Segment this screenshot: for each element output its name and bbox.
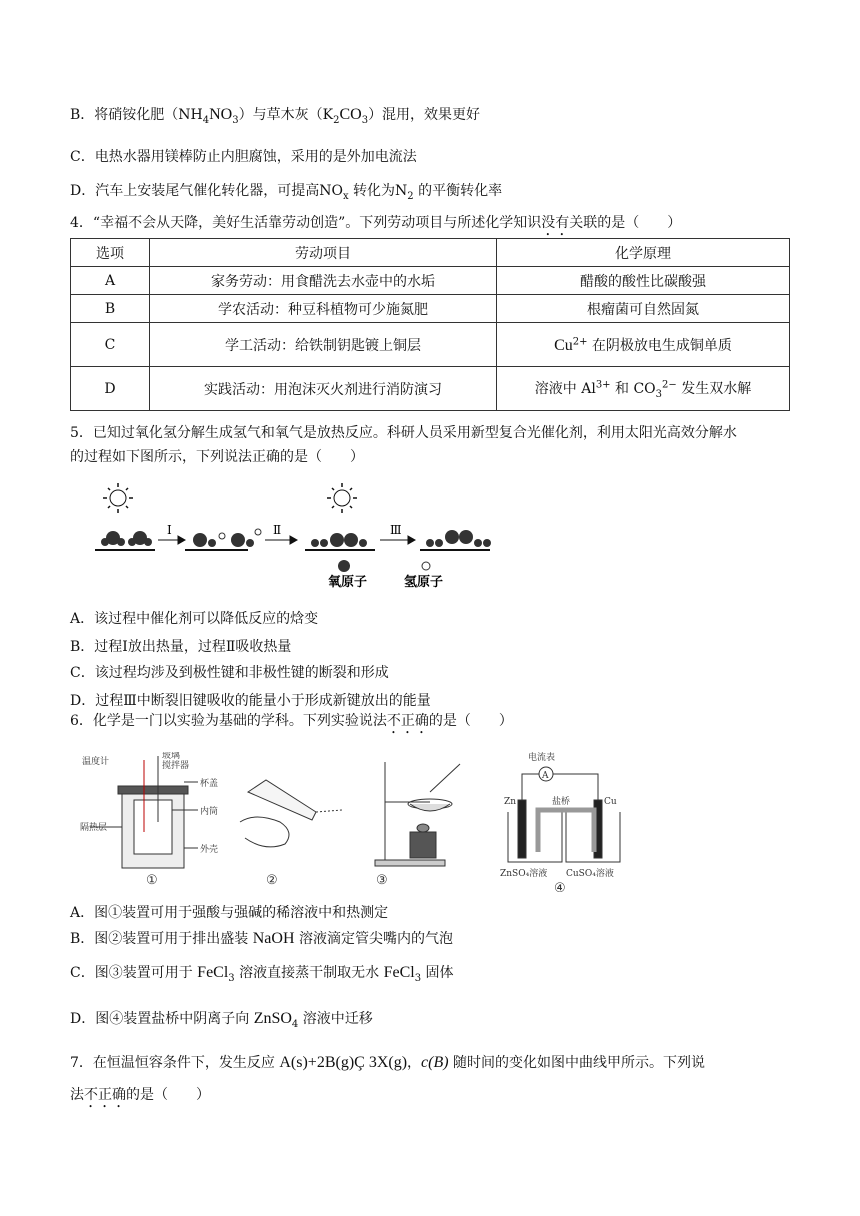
table-cell: 醋酸的酸性比碳酸强 [497,267,790,295]
table-cell: $Cu^{2+}$ 在阴极放电生成铜单质 [497,323,790,367]
svg-text:①: ① [146,873,158,888]
question-4-stem: 4．“幸福不会从天降，美好生活靠劳动创造”。下列劳动项目与所述化学知识没有关联的是（ ） [70,215,682,231]
evaporation-figure [375,762,460,888]
step-label: Ⅲ [390,523,402,537]
question-5-stem-1: 5．已知过氧化氢分解生成氢气和氧气是放热反应。科研人员采用新型复合光催化剂，利用太阳光高效分解水 [70,425,737,441]
photocatalysis-diagram [90,480,510,590]
svg-text:隔热层: 隔热层 [80,823,108,833]
table-row [71,295,790,323]
table-cell: 实践活动：用泡沫灭火剂进行消防演习 [150,367,497,411]
question-5-stem-2: 的过程如下图所示，下列说法正确的是（ ） [70,449,364,465]
table-cell: 学农活动：种豆科植物可少施氮肥 [150,295,497,323]
svg-text:盐桥: 盐桥 [552,797,571,807]
svg-text:玻璃: 玻璃 [162,752,181,761]
sun-icon [103,483,133,513]
question-7-line-2: 法不正确的是（ ） [70,1087,210,1103]
option-5d: D．过程Ⅲ中断裂旧键吸收的能量小于形成新键放出的能量 [70,693,431,709]
svg-text:搅拌器: 搅拌器 [162,761,190,771]
galvanic-cell-figure [500,752,620,892]
table-cell: B [71,295,150,323]
svg-text:内筒: 内筒 [200,807,219,817]
table-header: 化学原理 [497,239,790,267]
calorimeter-figure [80,752,218,888]
step-label: Ⅱ [273,523,282,537]
svg-text:杯盖: 杯盖 [200,779,219,789]
option-3c: C．电热水器用镁棒防止内胆腐蚀，采用的是外加电流法 [70,149,417,165]
table-cell: 家务劳动：用食醋洗去水壶中的水垢 [150,267,497,295]
table-cell: 学工活动：给铁制钥匙镀上铜层 [150,323,497,367]
step-label: Ⅰ [167,523,172,537]
option-6a: A．图①装置可用于强酸与强碱的稀溶液中和热测定 [70,905,389,921]
option-5b: B．过程Ⅰ放出热量，过程Ⅱ吸收热量 [70,639,292,655]
legend-hydrogen: 氢原子 [404,575,444,590]
experiment-figures [80,752,640,892]
svg-text:温度计: 温度计 [82,757,110,767]
question-6-stem: 6．化学是一门以实验为基础的学科。下列实验说法不正确的是（ ） [70,713,513,729]
svg-text:ZnSO₄溶液: ZnSO₄溶液 [500,869,548,879]
burette-figure [240,780,342,888]
table-header: 劳动项目 [150,239,497,267]
svg-text:电流表: 电流表 [528,753,556,763]
table-cell: 溶液中 $Al^{3+}$ 和 $CO_3^{2-}$ 发生双水解 [497,367,790,411]
option-5c: C．该过程均涉及到极性键和非极性键的断裂和形成 [70,665,389,681]
table-cell: 根瘤菌可自然固氮 [497,295,790,323]
svg-text:④: ④ [554,881,566,892]
question-4-table [70,238,790,411]
option-6b: B．图②装置可用于排出盛装 NaOH 溶液滴定管尖嘴内的气泡 [70,930,453,947]
option-6d: D．图④装置盐桥中阴离子向 ZnSO$_4$ 溶液中迁移 [70,1010,373,1030]
svg-text:②: ② [266,873,278,888]
legend-oxygen: 氧原子 [328,575,368,590]
svg-text:A: A [542,771,549,781]
option-3d: D．汽车上安装尾气催化转化器，可提高$NO_x$ 转化为$N_2$ 的平衡转化率 [70,183,503,202]
table-cell: A [71,267,150,295]
sun-icon [327,483,357,513]
table-row [71,367,790,411]
option-5a: A．该过程中催化剂可以降低反应的焓变 [70,611,319,627]
table-cell: D [71,367,150,411]
table-header: 选项 [71,239,150,267]
svg-text:Zn: Zn [504,797,517,807]
svg-text:CuSO₄溶液: CuSO₄溶液 [566,869,614,879]
svg-text:Cu: Cu [604,797,617,807]
table-cell: C [71,323,150,367]
option-6c: C．图③装置可用于 FeCl$_3$ 溶液直接蒸干制取无水 FeCl$_3$ 固体 [70,964,454,984]
question-7-line-1: 7．在恒温恒容条件下，发生反应 A(s)+2B(g)Ç 3X(g)，c(B) 随时间的变化如图中曲线甲所示。下列说 [70,1054,706,1071]
table-row [71,267,790,295]
svg-text:③: ③ [376,873,388,888]
svg-text:外壳: 外壳 [200,845,219,855]
table-row [71,323,790,367]
option-3b: B．将硝铵化肥$(NH_4NO_3)$与草木灰$(K_2CO_3)$混用，效果更好 [70,106,481,126]
